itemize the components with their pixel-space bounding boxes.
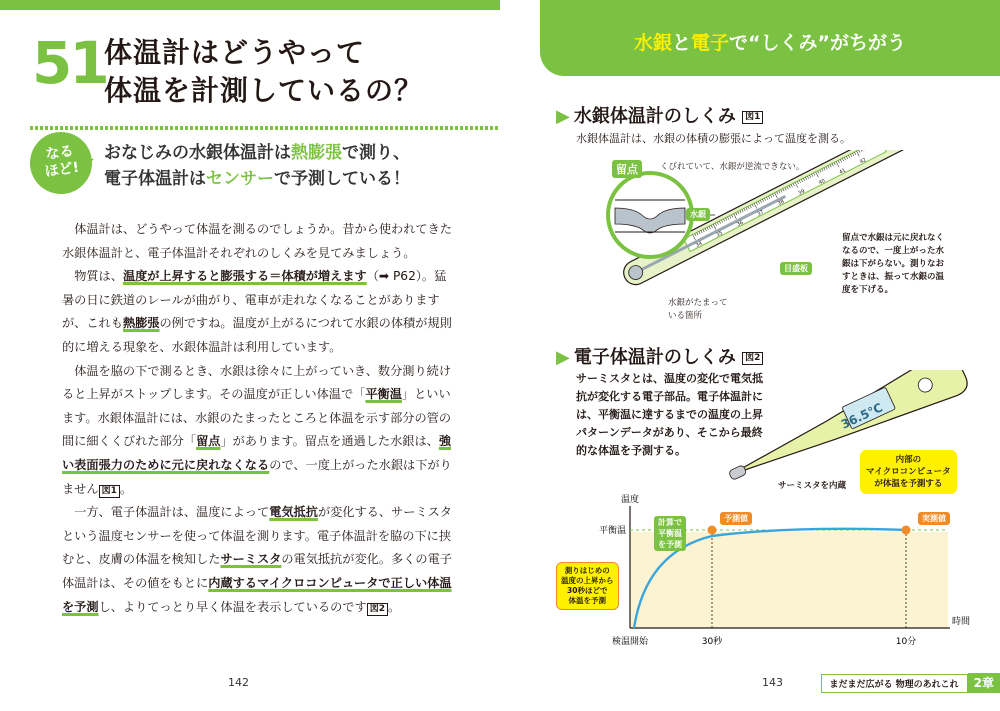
rise-note: 測りはじめの 温度の上昇から 30秒ほどで 体温を予測 <box>556 562 619 610</box>
scale-label: 41 <box>838 167 847 176</box>
scale-label: 36 <box>735 219 745 228</box>
naruhodo-badge <box>26 128 96 198</box>
y-axis-label: 温度 <box>620 495 640 505</box>
paragraph-4: 一方、電子体温計は、温度によって電気抵抗が変化する、サーミスタという温度センサーを使って体温を測ります。電子体温計を脇の下に挟むと、皮膚の体温を検知したサーミスタの電気抵抗が変化。多くの電子体温計は、その値をもとに内蔵するマイクロコンピュータで正しい体温を予測し、よりてっとり早く体温を表示しているのです 図2 。 <box>62 505 452 614</box>
figure-ref: 図2 <box>742 352 763 365</box>
calc-note: 計算で 平衡温 を予測 <box>654 516 686 551</box>
lead-text: おなじみの水銀体温計は <box>104 143 291 163</box>
section-number: 51 <box>32 29 107 97</box>
measured-point <box>902 526 911 535</box>
hatch-divider <box>30 126 500 130</box>
scale-label: 34 <box>694 240 704 249</box>
kubire-note: くびれていて、水銀が逆流できない。 <box>660 162 805 172</box>
triangle-icon: ▶ <box>556 106 570 127</box>
x-axis-label: 時間 <box>952 617 970 627</box>
electronic-description: サーミスタとは、温度の変化で電気抵 抗が変化する電子部品。電子体温計に は、平衡温に達するまでの温度の上昇 パターンデータがあり、そこから最終 的な体温を予測する。 <box>576 372 763 457</box>
scale-label: 38 <box>776 198 786 208</box>
paragraph-1: 体温計は、どうやって体温を測るのでしょうか。昔から使われてきた水銀体温計と、電子体温計それぞれのしくみを見てみましょう。 <box>62 222 452 260</box>
lead-text: 電子体温計は <box>104 169 206 189</box>
mercury-tag: 水銀 <box>686 208 710 221</box>
predicted-point <box>708 526 717 535</box>
scale-label: 42 <box>858 157 868 166</box>
microcomputer-bubble: 内部の マイクロコンピュータ が体温を予測する <box>860 450 957 494</box>
figure-ref: 図1 <box>742 111 763 124</box>
page-number-left: 142 <box>228 676 249 689</box>
ryuten-label: 留点 <box>612 160 642 178</box>
chapter-badge: 2章 <box>968 673 1000 693</box>
lead-highlight: センサー <box>206 169 274 189</box>
page-number-right: 143 <box>762 676 783 689</box>
thermometer-display: 36.5℃ <box>838 400 885 432</box>
title-line-2: 体温を計測しているの？ <box>104 74 424 107</box>
scale-label: 35 <box>715 230 724 239</box>
x-tick-10min: 10分 <box>895 637 917 647</box>
figure-ref: 図2 <box>367 603 388 616</box>
scale-label: 39 <box>797 188 806 197</box>
mercury-reservoir-note: 水銀がたまって いる箇所 <box>668 298 728 321</box>
paragraph-2: 物質は、温度が上昇すると膨張する＝体積が増えます（➡ P62）。猛暑の日に鉄道のレールが曲がり、電車が走れなくなることがありますが、これも熱膨張の例ですね。温度が上がるにつれて水銀の体積が規則的に増える現象を、水銀体温計は利用しています。 <box>62 269 452 354</box>
scale-label: 40 <box>817 177 827 187</box>
scale-board-tag: 目盛板 <box>780 262 812 275</box>
naruhodo-text-1: なる <box>44 143 75 163</box>
mercury-description: 水銀体温計は、水銀の体積の膨張によって温度を測る。 <box>576 132 851 145</box>
top-accent-strip-right <box>540 0 1000 10</box>
measured-value-tag: 実測値 <box>918 512 950 525</box>
ryuten-explanation: 留点で水銀は元に戻れなく なるので、一度上がった水 銀は下がらない。測りなお すときは、振って水銀の温 度を下げる。 <box>842 233 945 295</box>
section-heading-mercury: ▶ 水銀体温計のしくみ 図1 <box>556 102 763 128</box>
lead-text: で予測している！ <box>274 169 410 189</box>
scale-label: 37 <box>756 209 765 218</box>
paragraph-3: 体温を脇の下で測るとき、水銀は徐々に上がっていき、数分測り続けると上昇がストップします。その温度が正しい体温で「平衡温」といいます。水銀体温計には、水銀のたまったところと体温を示す部分の管の間に細くくびれた部分「留点」があります。留点を通過した水銀は、強い表面張力のために元に戻れなくなるので、一度上がった水銀は下がりません 図1 。 <box>62 363 452 496</box>
lead-summary <box>104 140 410 192</box>
figure-ref: 図1 <box>99 485 120 498</box>
page-title <box>104 34 423 110</box>
section-banner: 水銀と電子で“しくみ”がちがう <box>540 10 1000 76</box>
lead-highlight: 熱膨張 <box>291 143 342 163</box>
x-tick-start: 検温開始 <box>611 637 649 647</box>
thermistor-note: サーミスタを内蔵 <box>778 481 847 491</box>
title-line-1: 体温計はどうやって <box>104 36 366 69</box>
y-tick-label: 平衡温 <box>598 526 626 536</box>
footer-chapter-title: まだまだ広がる 物理のあれこれ <box>821 674 968 693</box>
predicted-value-tag: 予測値 <box>720 512 752 525</box>
naruhodo-text-2: ほど! <box>43 159 81 181</box>
triangle-icon: ▶ <box>556 347 570 368</box>
x-tick-30s: 30秒 <box>701 637 723 647</box>
lead-text: で測り、 <box>342 143 410 163</box>
section-heading-electronic: ▶ 電子体温計のしくみ 図2 <box>556 343 763 369</box>
chapter-footer <box>821 673 1000 693</box>
body-text <box>62 218 452 619</box>
